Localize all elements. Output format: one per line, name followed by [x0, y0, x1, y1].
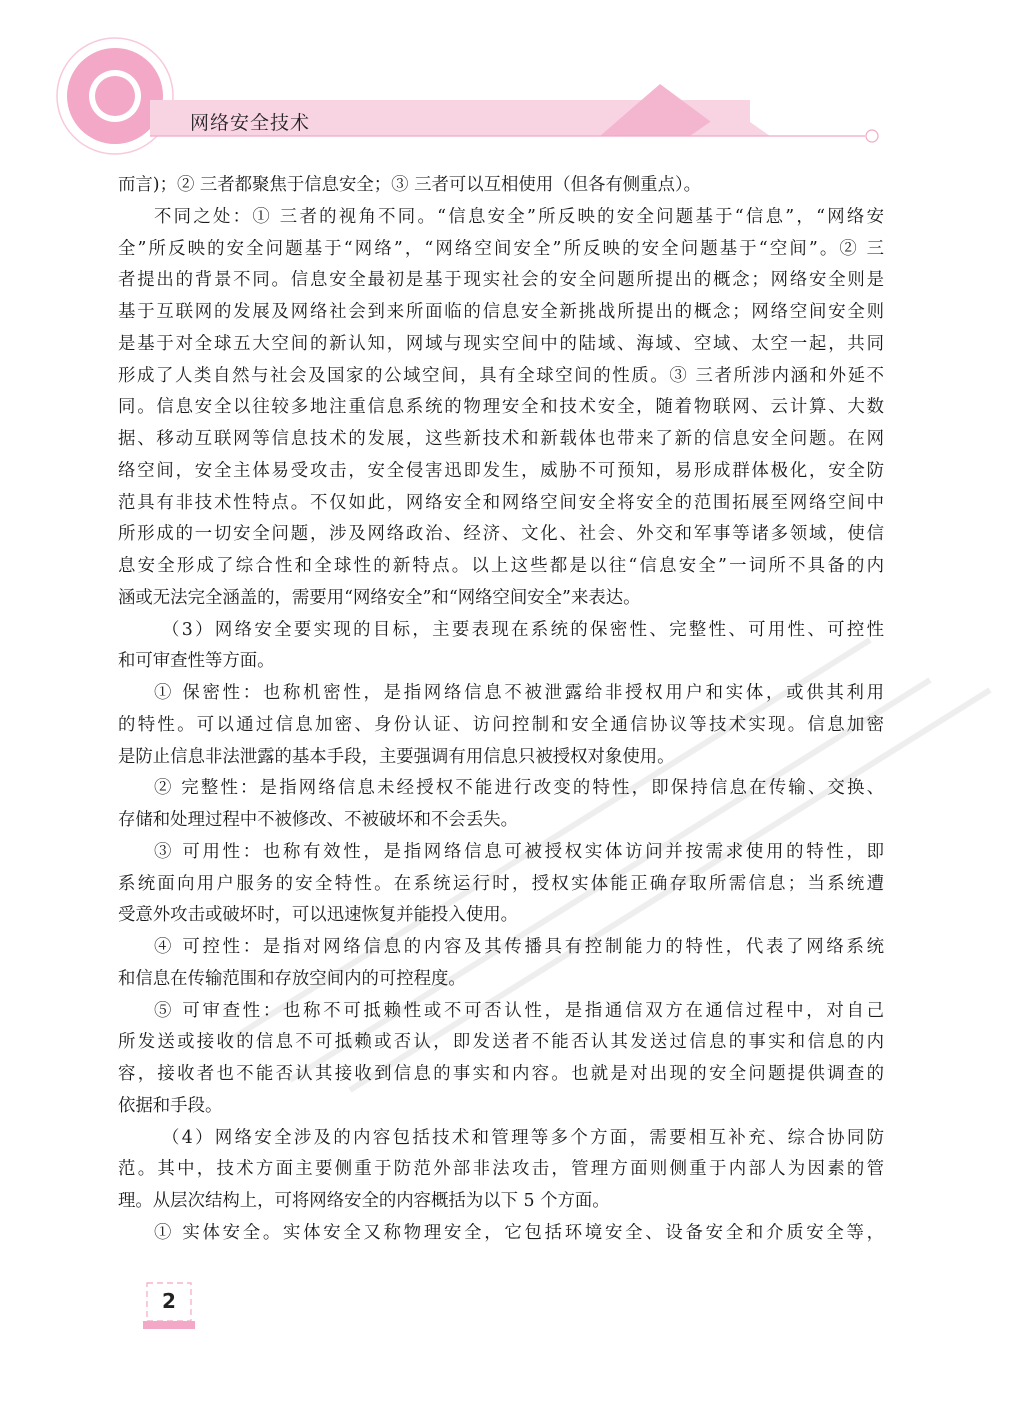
text-line: 络空间，安全主体易受攻击，安全侵害迅即发生，威胁不可预知，易形成群体极化，安全防 [118, 460, 884, 481]
text-line: 息安全形成了综合性和全球性的新特点。以上这些都是以往“信息安全”一词所不具备的内 [118, 556, 884, 576]
text-line: 范具有非技术性特点。不仅如此，网络安全和网络空间安全将安全的范围拓展至网络空间中 [118, 492, 884, 513]
text-line: 所发送或接收的信息不可抵赖或否认，即发送者不能否认其发送过信息的事实和信息的内 [118, 1032, 884, 1053]
text-line: ① 保密性：也称机密性，是指网络信息不被泄露给非授权用户和实体，或供其利用 [154, 683, 884, 703]
text-line: 同。信息安全以往较多地注重信息系统的物理安全和技术安全，随着物联网、云计算、大数 [118, 397, 884, 418]
text-line: 涵或无法完全涵盖的，需要用“网络安全”和“网络空间安全”来表达。 [118, 587, 641, 608]
text-line: 是防止信息非法泄露的基本手段，主要强调有用信息只被授权对象使用。 [118, 746, 675, 767]
text-line: （3）网络安全要实现的目标，主要表现在系统的保密性、完整性、可用性、可控性 [162, 619, 884, 640]
text-line: ⑤ 可审查性：也称不可抵赖性或不可否认性，是指通信双方在通信过程中，对自己 [154, 1000, 884, 1021]
text-line: ③ 可用性：也称有效性，是指网络信息可被授权实体访问并按需求使用的特性，即 [154, 841, 884, 862]
text-line: ② 完整性：是指网络信息未经授权不能进行改变的特性，即保持信息在传输、交换、 [154, 778, 884, 799]
text-line: 是基于对全球五大空间的新认知，网域与现实空间中的陆域、海域、空域、太空一起，共同 [118, 333, 884, 354]
text-line: 系统面向用户服务的安全特性。在系统运行时，授权实体能正确存取所需信息；当系统遭 [118, 873, 884, 894]
text-line: 容，接收者也不能否认其接收到信息的事实和内容。也就是对出现的安全问题提供调查的 [118, 1064, 884, 1084]
text-line: 依据和手段。 [118, 1095, 223, 1116]
text-line: 范。其中，技术方面主要侧重于防范外部非法攻击，管理方面则侧重于内部人为因素的管 [118, 1159, 884, 1180]
text-line: 的特性。可以通过信息加密、身份认证、访问控制和安全通信协议等技术实现。信息加密 [118, 714, 884, 735]
text-line: 存储和处理过程中不被修改、不被破坏和不会丢失。 [118, 810, 518, 830]
page-number-box [143, 1281, 195, 1331]
text-line: 据、移动互联网等信息技术的发展，这些新技术和新载体也带来了新的信息安全问题。在网 [118, 429, 884, 449]
text-line: ④ 可控性：是指对网络信息的内容及其传播具有控制能力的特性，代表了网络系统 [154, 937, 884, 957]
text-line: ① 实体安全。实体安全又称物理安全，它包括环境安全、设备安全和介质安全等， [154, 1222, 884, 1243]
text-line: 形成了人类自然与社会及国家的公域空间，具有全球空间的性质。③ 三者所涉内涵和外延不 [118, 365, 884, 386]
text-line: 不同之处：① 三者的视角不同。“信息安全”所反映的安全问题基于“信息”，“网络安 [154, 206, 884, 227]
header-decoration [0, 0, 1015, 175]
main-content [118, 170, 884, 1250]
header-title: 网络安全技术 [190, 112, 311, 134]
text-line: 全”所反映的安全问题基于“网络”，“网络空间安全”所反映的安全问题基于“空间”。② 三 [118, 238, 884, 259]
page-number: 2 [162, 1289, 176, 1313]
text-line: （4）网络安全涉及的内容包括技术和管理等多个方面，需要相互补充、综合协同防 [162, 1127, 884, 1148]
text-line: 者提出的背景不同。信息安全最初是基于现实社会的安全问题所提出的概念；网络安全则是 [118, 270, 884, 291]
text-line: 基于互联网的发展及网络社会到来所面临的信息安全新挑战所提出的概念；网络空间安全则 [118, 302, 884, 322]
text-line: 和信息在传输范围和存放空间内的可控程度。 [118, 968, 466, 989]
page-header [0, 0, 1015, 175]
text-line: 而言)；② 三者都聚焦于信息安全；③ 三者可以互相使用（但各有侧重点）。 [118, 175, 702, 195]
text-line: 受意外攻击或破坏时，可以迅速恢复并能投入使用。 [118, 905, 518, 926]
text-line: 和可审查性等方面。 [118, 651, 275, 672]
text-line: 所形成的一切安全问题，涉及网络政治、经济、文化、社会、外交和军事等诸多领域，使信 [118, 524, 884, 545]
text-line: 理。从层次结构上，可将网络安全的内容概括为以下 5 个方面。 [118, 1191, 610, 1211]
